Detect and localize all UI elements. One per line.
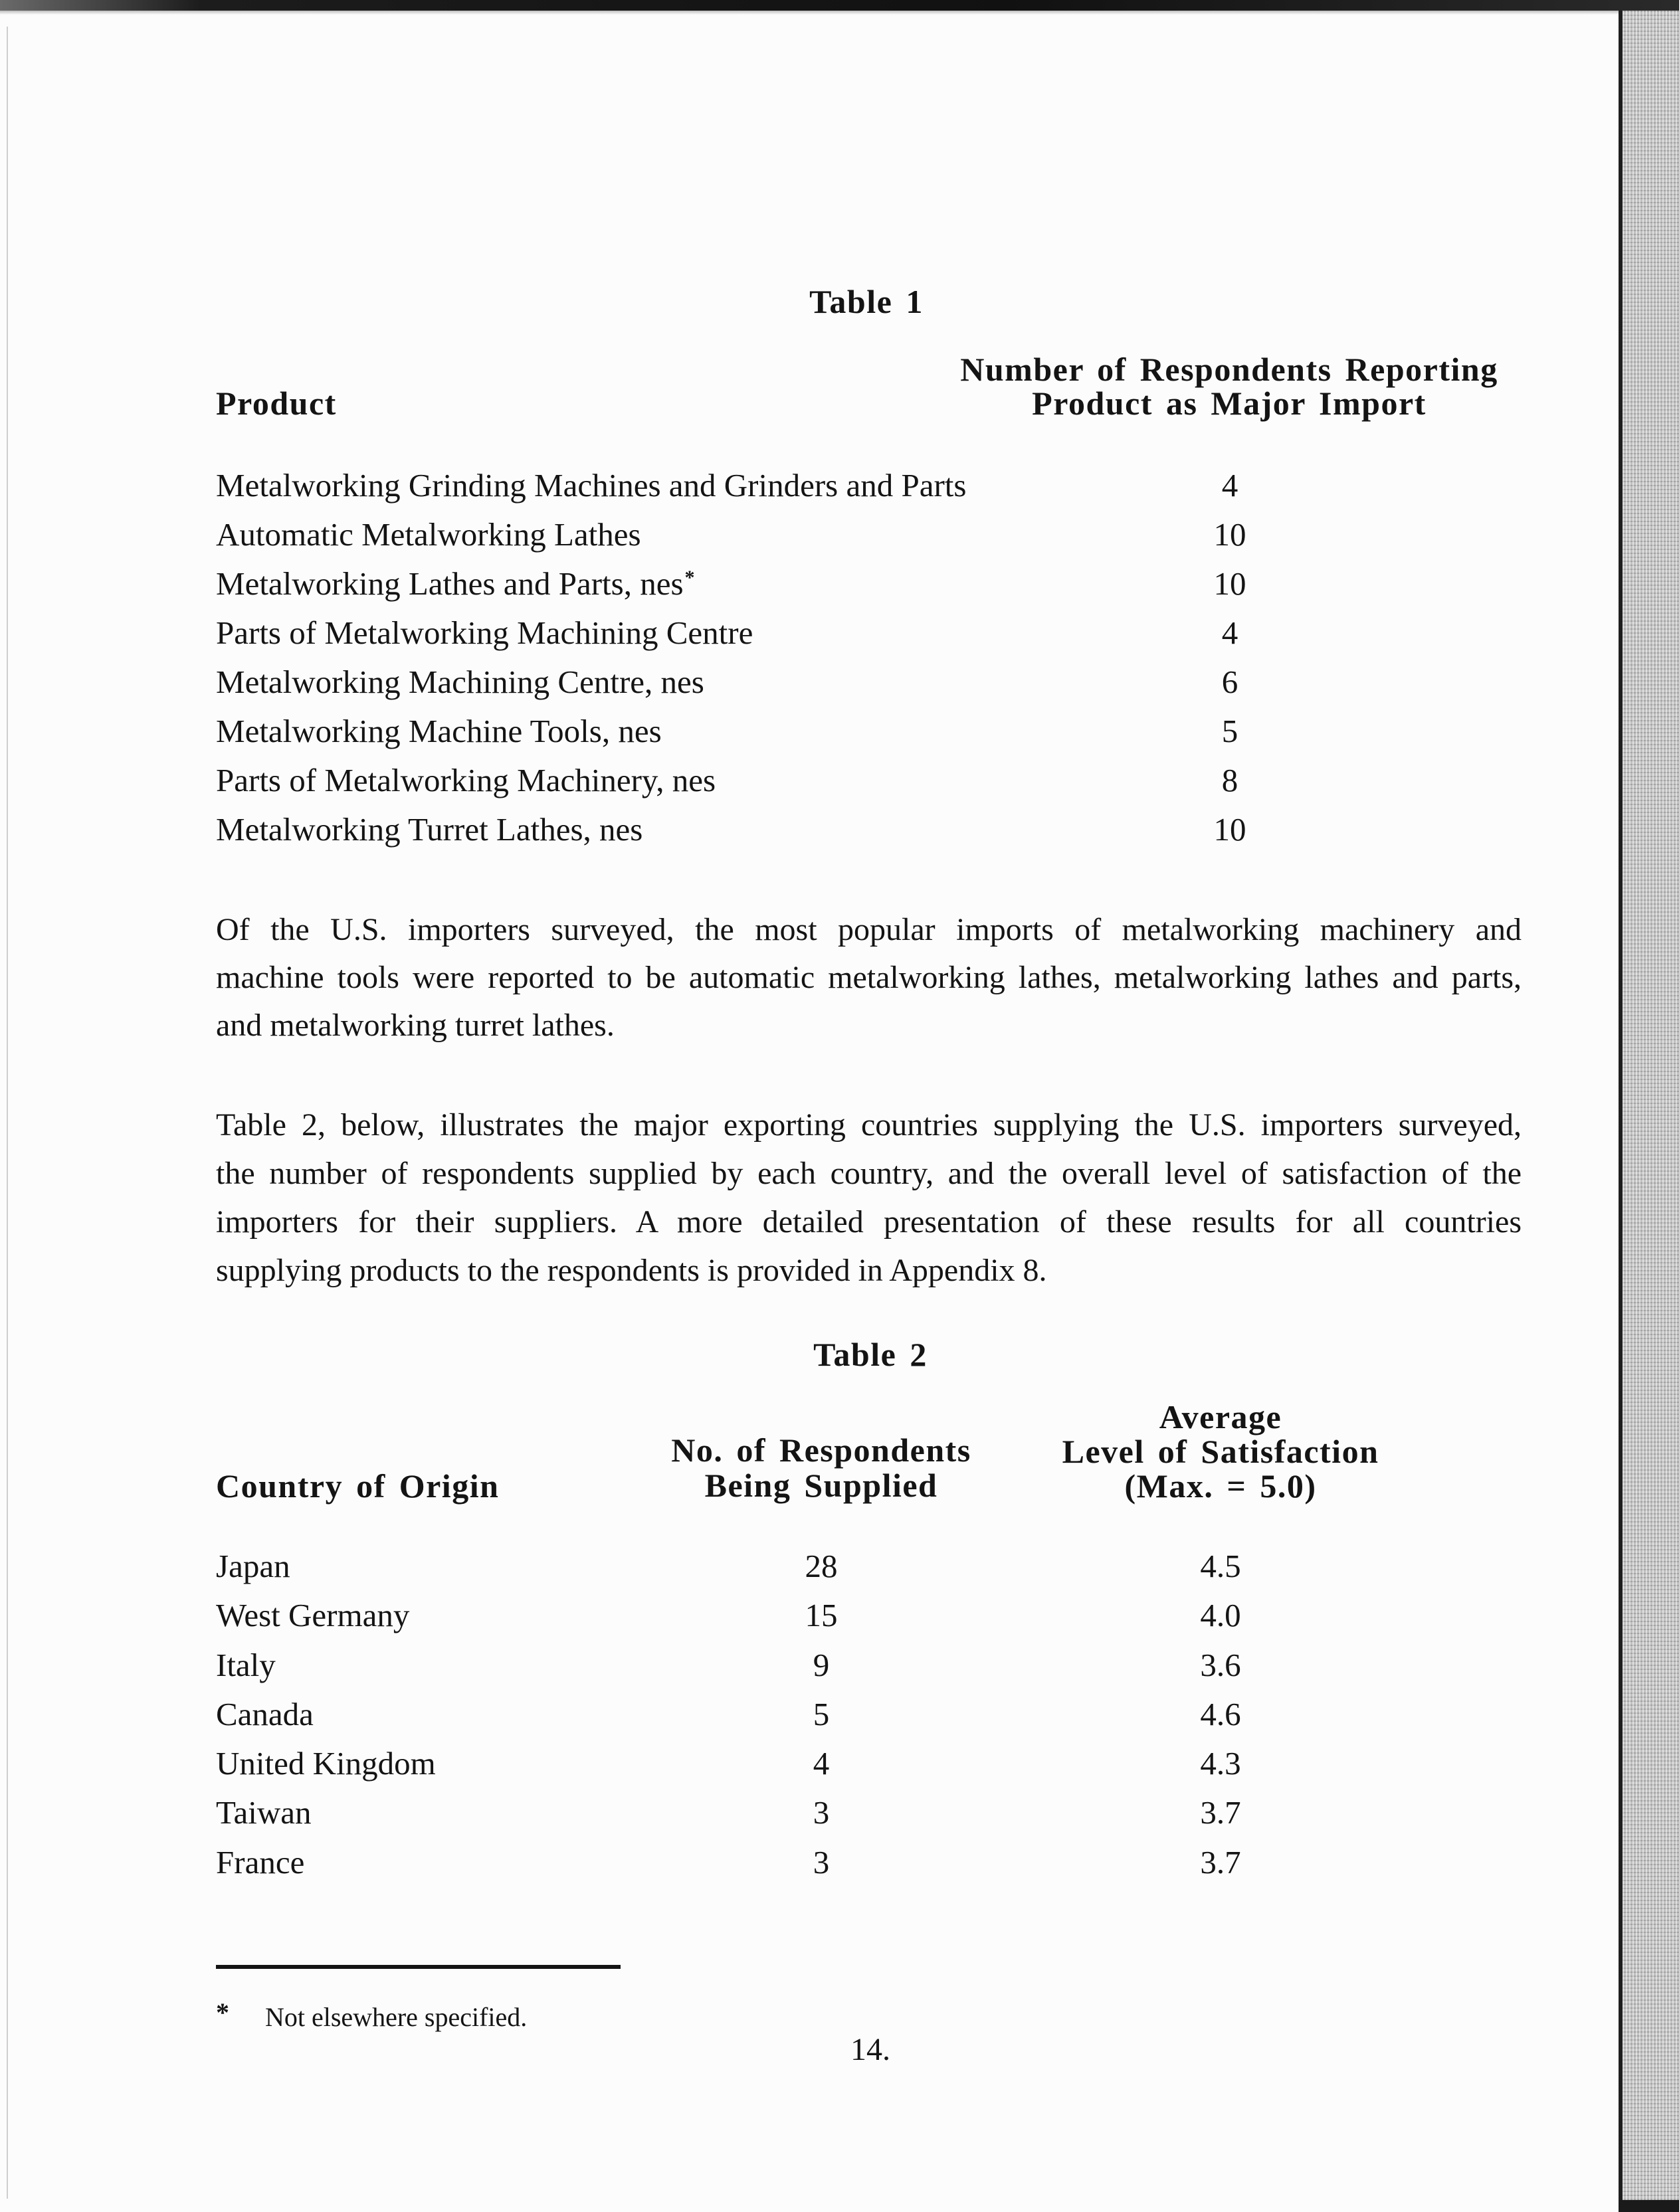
scan-right-edge <box>1619 11 1679 2212</box>
table2-satisfaction-header-line2: Level of Satisfaction <box>1062 1433 1379 1470</box>
footnote-marker: * <box>684 567 695 589</box>
product-name <box>216 559 695 608</box>
paragraph-line: machine tools were reported to be automatic metalworking lathes, metalworking lathes and parts, <box>216 960 1522 995</box>
country-name: West Germany <box>216 1597 410 1634</box>
respondent-count: 4 <box>1221 467 1238 504</box>
product-name-text: Metalworking Lathes and Parts, nes <box>216 565 684 602</box>
satisfaction-level: 3.7 <box>1200 1794 1241 1831</box>
table1-row <box>0 658 1619 707</box>
paragraph-popular-imports <box>216 906 1522 1050</box>
table1-count-header-line2: Product as Major Import <box>1032 385 1427 422</box>
paragraph-line: supplying products to the respondents is provided in Appendix 8. <box>216 1253 1047 1288</box>
respondents-supplied: 4 <box>813 1745 830 1782</box>
satisfaction-level: 3.7 <box>1200 1843 1241 1881</box>
table1-row <box>0 756 1619 805</box>
product-name: Metalworking Turret Lathes, nes <box>216 811 643 848</box>
table2-satisfaction-header <box>1021 1400 1420 1503</box>
paragraph-line: Table 2, below, illustrates the major exporting countries supplying the U.S. importers surveyed, <box>216 1107 1522 1143</box>
footnote-rule <box>216 1965 621 1969</box>
paragraph-table2-intro <box>216 1101 1522 1295</box>
respondent-count: 5 <box>1221 713 1238 749</box>
product-name: Parts of Metalworking Machining Centre <box>216 614 753 651</box>
product-name: Metalworking Machining Centre, nes <box>216 664 704 700</box>
country-name: Canada <box>216 1695 314 1732</box>
respondents-supplied: 3 <box>813 1843 830 1881</box>
paragraph-line: and metalworking turret lathes. <box>216 1008 615 1043</box>
satisfaction-level: 4.0 <box>1200 1597 1241 1634</box>
respondent-count: 10 <box>1213 565 1246 602</box>
respondents-supplied: 15 <box>805 1597 838 1634</box>
respondents-supplied: 5 <box>813 1695 830 1732</box>
respondent-count: 4 <box>1221 614 1238 651</box>
footnote-text: Not elsewhere specified. <box>265 2002 528 2032</box>
respondent-count: 10 <box>1213 811 1246 848</box>
table1-row <box>0 805 1619 854</box>
product-name: Metalworking Machine Tools, nes <box>216 713 662 749</box>
table2-row <box>0 1690 1619 1739</box>
scan-top-shadow <box>0 11 1679 15</box>
table1-count-header-line1: Number of Respondents Reporting <box>960 351 1498 388</box>
country-name: United Kingdom <box>216 1745 436 1782</box>
paragraph-line: Of the U.S. importers surveyed, the most popular imports of metalworking machinery and <box>216 912 1522 947</box>
satisfaction-level: 3.6 <box>1200 1646 1241 1683</box>
country-name: France <box>216 1843 305 1881</box>
table2-row <box>0 1739 1619 1788</box>
satisfaction-level: 4.3 <box>1200 1745 1241 1782</box>
table1-title: Table 1 <box>809 283 924 320</box>
table2-country-header: Country of Origin <box>216 1467 500 1505</box>
table1-row <box>0 707 1619 756</box>
country-name: Japan <box>216 1548 290 1584</box>
table2-satisfaction-header-line3: (Max. = 5.0) <box>1124 1467 1317 1505</box>
table1-count-header <box>897 353 1561 420</box>
table2-respondents-header-line1: No. of Respondents <box>671 1431 971 1469</box>
product-name: Automatic Metalworking Lathes <box>216 516 641 553</box>
respondents-supplied: 28 <box>805 1548 838 1584</box>
paragraph-line: the number of respondents supplied by each country, and the overall level of satisfaction of the <box>216 1156 1522 1191</box>
table1-row <box>0 510 1619 559</box>
footnote-marker: * <box>216 1997 229 2027</box>
country-name: Italy <box>216 1646 276 1683</box>
paragraph-line: importers for their suppliers. A more detailed presentation of these results for all countries <box>216 1204 1522 1240</box>
table1-row <box>0 559 1619 608</box>
respondents-supplied: 3 <box>813 1794 830 1831</box>
respondent-count: 6 <box>1221 664 1238 700</box>
table2-row <box>0 1591 1619 1640</box>
satisfaction-level: 4.6 <box>1200 1695 1241 1732</box>
table1-body <box>0 461 1619 854</box>
table2-row <box>0 1838 1619 1887</box>
table2-row <box>0 1542 1619 1591</box>
table2-satisfaction-header-line1: Average <box>1159 1398 1282 1435</box>
table1-product-header: Product <box>216 385 337 422</box>
page-number: 14. <box>850 2032 890 2067</box>
table2-respondents-header-line2: Being Supplied <box>704 1467 938 1504</box>
product-name: Parts of Metalworking Machinery, nes <box>216 762 716 798</box>
table2-row <box>0 1641 1619 1690</box>
table2-body <box>0 1542 1619 1887</box>
satisfaction-level: 4.5 <box>1200 1548 1241 1584</box>
table2-row <box>0 1788 1619 1837</box>
respondents-supplied: 9 <box>813 1646 830 1683</box>
table2-title: Table 2 <box>813 1336 928 1373</box>
table2-respondents-header <box>622 1433 1021 1503</box>
scan-bottom-corner <box>1619 2200 1679 2212</box>
respondent-count: 10 <box>1213 516 1246 553</box>
respondent-count: 8 <box>1221 762 1238 798</box>
product-name: Metalworking Grinding Machines and Grinders and Parts <box>216 467 967 504</box>
scan-top-edge <box>0 0 1679 11</box>
table1-row <box>0 461 1619 510</box>
country-name: Taiwan <box>216 1794 312 1831</box>
table1-row <box>0 608 1619 658</box>
